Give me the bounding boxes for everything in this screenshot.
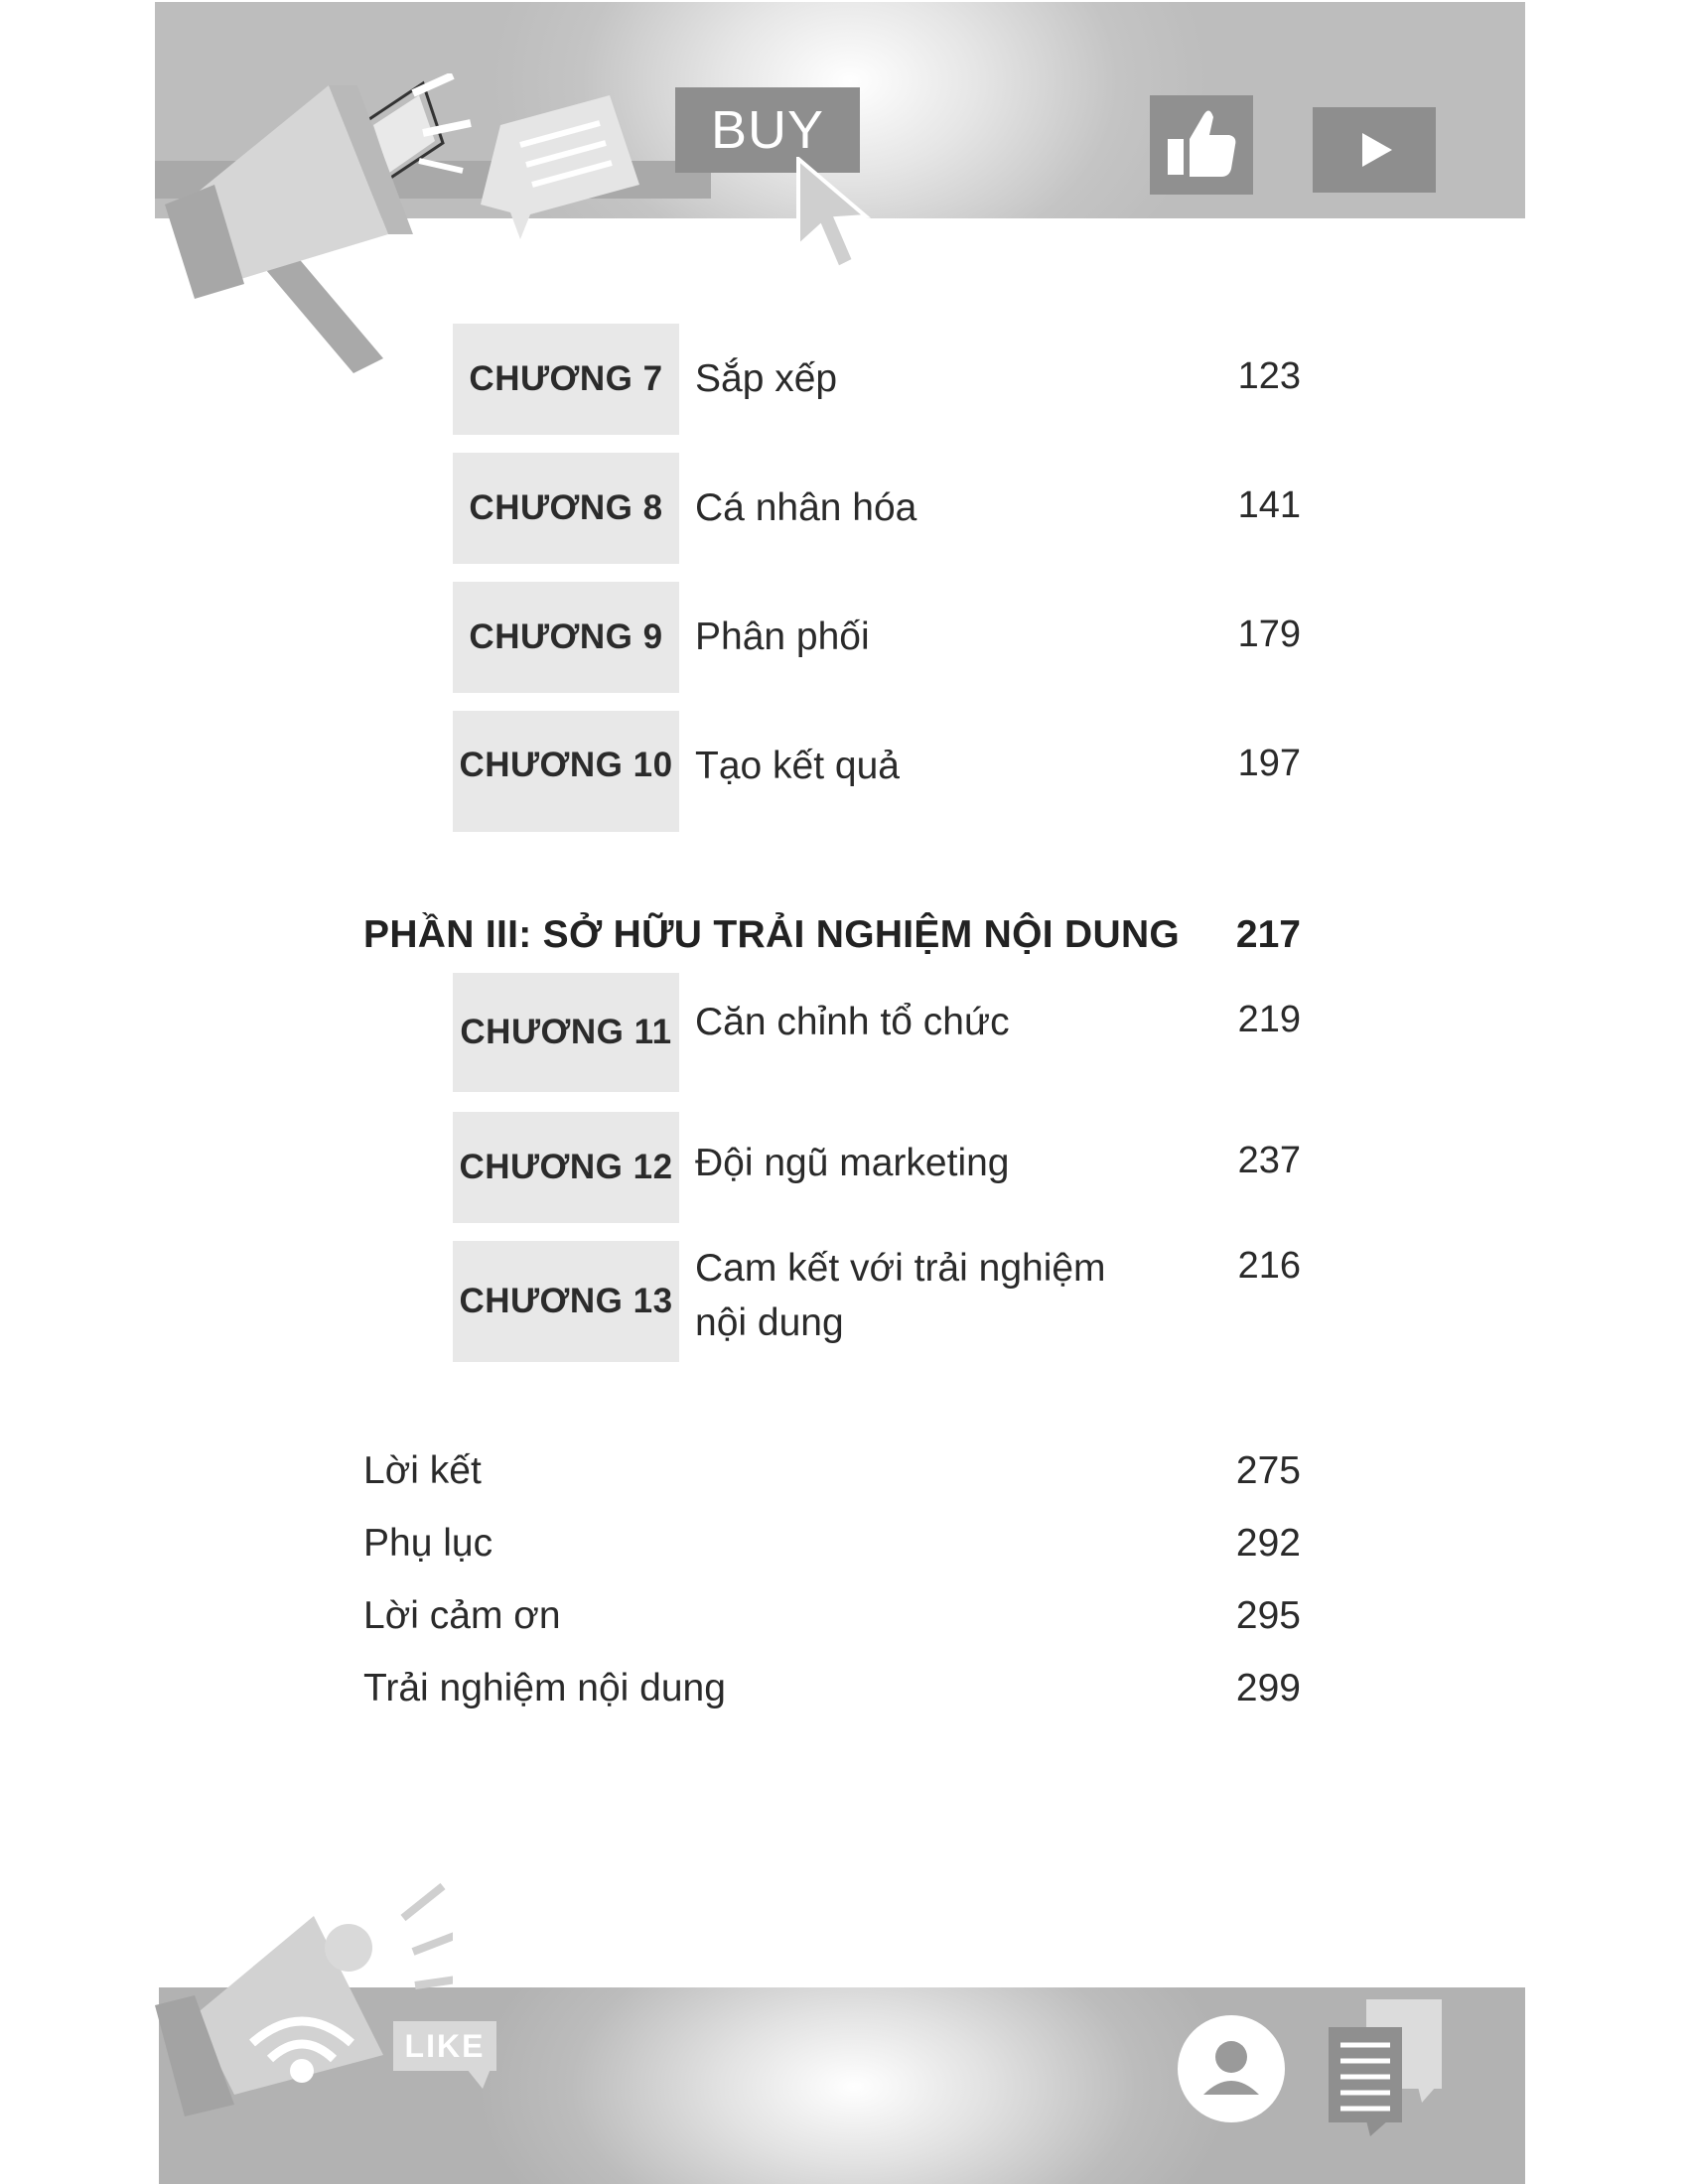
toc-row-ch8[interactable]	[453, 453, 1327, 564]
toc-row-ch11[interactable]	[453, 973, 1327, 1092]
toc-row-ch12[interactable]	[453, 1112, 1327, 1223]
chapter-page: 216	[1237, 1245, 1301, 1287]
back-title: Trải nghiệm nội dung	[363, 1667, 726, 1709]
chapter-title: Phân phối	[695, 615, 870, 658]
thumbs-up-button[interactable]	[1150, 95, 1253, 195]
chapter-page: 219	[1237, 999, 1301, 1040]
chapter-page: 197	[1237, 743, 1301, 784]
toc-row-ch9[interactable]	[453, 582, 1327, 693]
chapter-title: Đội ngũ marketing	[695, 1142, 1010, 1184]
part-page: 217	[1235, 913, 1301, 956]
document-icon[interactable]	[1327, 1999, 1446, 2138]
back-page: 275	[1235, 1449, 1301, 1492]
chapter-chip: CHƯƠNG 12	[453, 1112, 679, 1223]
back-page: 299	[1235, 1667, 1301, 1709]
chat-bubble-icon	[481, 95, 639, 244]
play-button[interactable]	[1313, 107, 1436, 193]
chapter-title-line1: Cam kết với trải nghiệm	[695, 1247, 1106, 1290]
toc-row-ch10[interactable]	[453, 711, 1327, 832]
back-title: Lời cảm ơn	[363, 1594, 561, 1637]
chapter-title-line2: nội dung	[695, 1301, 844, 1344]
chapter-chip: CHƯƠNG 8	[453, 453, 679, 564]
wifi-icon	[244, 2005, 359, 2085]
toc-row-ch7[interactable]	[453, 324, 1327, 435]
chapter-title: Căn chỉnh tổ chức	[695, 1001, 1010, 1043]
chapter-title: Sắp xếp	[695, 357, 838, 400]
megaphone-icon	[155, 85, 413, 393]
chapter-page: 237	[1237, 1140, 1301, 1181]
part-title: PHẦN III: SỞ HỮU TRẢI NGHIỆM NỘI DUNG	[363, 913, 1181, 956]
cursor-icon	[796, 157, 876, 276]
back-title: Lời kết	[363, 1449, 482, 1492]
chapter-chip: CHƯƠNG 11	[453, 973, 679, 1092]
back-page: 295	[1235, 1594, 1301, 1637]
chapter-page: 179	[1237, 614, 1301, 655]
chapter-page: 141	[1237, 484, 1301, 526]
chapter-chip: CHƯƠNG 13	[453, 1241, 679, 1362]
avatar-icon[interactable]	[1178, 2015, 1285, 2122]
play-icon	[1313, 107, 1436, 193]
buy-button[interactable]: BUY	[675, 87, 860, 173]
thumbs-up-icon	[1150, 95, 1253, 195]
back-page: 292	[1235, 1522, 1301, 1565]
like-tag-tail	[467, 2069, 491, 2089]
chapter-title: Tạo kết quả	[695, 745, 900, 787]
chapter-chip: CHƯƠNG 10	[453, 711, 679, 832]
chapter-title: Cá nhân hóa	[695, 486, 917, 529]
chapter-page: 123	[1237, 355, 1301, 397]
like-button[interactable]: LIKE	[393, 2021, 496, 2071]
back-title: Phụ lục	[363, 1522, 493, 1565]
toc-row-ch13[interactable]	[453, 1241, 1327, 1362]
chapter-chip: CHƯƠNG 7	[453, 324, 679, 435]
chapter-chip: CHƯƠNG 9	[453, 582, 679, 693]
